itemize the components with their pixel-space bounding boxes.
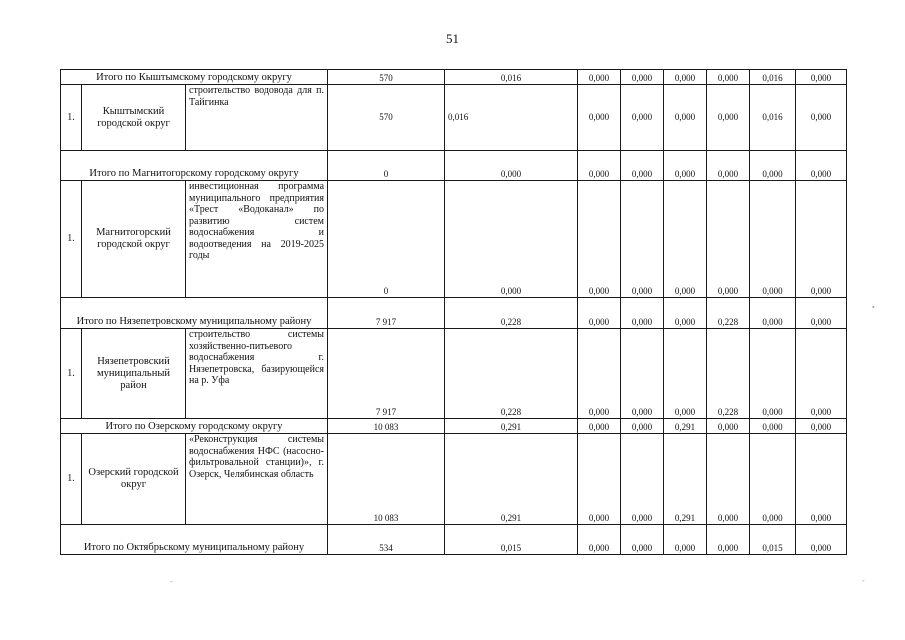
value-cell: 0,000 [621, 329, 664, 419]
value-cell: 0,000 [796, 181, 847, 298]
value-cell: 0,000 [750, 329, 796, 419]
value-cell: 10 083 [328, 419, 445, 434]
scan-speck: - [170, 577, 173, 586]
value-cell: 570 [328, 70, 445, 85]
value-cell: 10 083 [328, 434, 445, 525]
value-cell: 0,000 [750, 298, 796, 329]
value-cell: 0,291 [664, 434, 707, 525]
value-cell: 0,000 [445, 181, 578, 298]
table-row-total [61, 70, 847, 85]
table-row-total [61, 298, 847, 329]
scan-speck: • [872, 303, 875, 312]
table-row-item [61, 434, 847, 525]
value-cell: 0,000 [664, 525, 707, 555]
value-cell: 0,000 [796, 419, 847, 434]
value-cell: 0,000 [578, 85, 621, 151]
value-cell: 0,228 [445, 298, 578, 329]
investment-table [60, 69, 847, 555]
value-cell: 7 917 [328, 329, 445, 419]
scan-speck: - [862, 576, 865, 585]
region-name: Магнитогорский городской округ [82, 181, 186, 298]
table-row-item [61, 181, 847, 298]
table-row-total [61, 151, 847, 181]
row-index: 1. [61, 181, 82, 298]
value-cell: 0,000 [664, 298, 707, 329]
total-label: Итого по Нязепетровскому муниципальному району [61, 298, 328, 329]
value-cell: 0,000 [707, 85, 750, 151]
value-cell: 0,000 [796, 85, 847, 151]
value-cell: 0,000 [621, 298, 664, 329]
value-cell: 0,016 [445, 85, 578, 151]
value-cell: 0,000 [796, 298, 847, 329]
value-cell: 0,000 [664, 329, 707, 419]
value-cell: 0,228 [707, 329, 750, 419]
value-cell: 570 [328, 85, 445, 151]
value-cell: 0,000 [621, 70, 664, 85]
value-cell: 0,000 [750, 434, 796, 525]
value-cell: 0,016 [750, 70, 796, 85]
value-cell: 0,000 [578, 181, 621, 298]
value-cell: 0,000 [578, 434, 621, 525]
value-cell: 0,000 [707, 434, 750, 525]
value-cell: 0,000 [796, 434, 847, 525]
value-cell: 0,291 [445, 434, 578, 525]
value-cell: 0,000 [796, 329, 847, 419]
region-name: Кыштымский городской округ [82, 85, 186, 151]
value-cell: 0,000 [578, 329, 621, 419]
value-cell: 0,000 [664, 181, 707, 298]
value-cell: 0,000 [621, 419, 664, 434]
page-number: 51 [446, 31, 459, 46]
value-cell: 0,000 [664, 151, 707, 181]
value-cell: 0,016 [750, 85, 796, 151]
total-label: Итого по Магнитогорскому городскому округу [61, 151, 328, 181]
value-cell: 0,000 [578, 419, 621, 434]
row-index: 1. [61, 329, 82, 419]
value-cell: 0,000 [621, 181, 664, 298]
value-cell: 0,000 [750, 181, 796, 298]
value-cell: 0,000 [621, 151, 664, 181]
value-cell: 0,291 [445, 419, 578, 434]
value-cell: 0,015 [750, 525, 796, 555]
value-cell: 0,000 [707, 181, 750, 298]
row-index: 1. [61, 85, 82, 151]
value-cell: 0,000 [621, 434, 664, 525]
value-cell: 0,000 [707, 70, 750, 85]
value-cell: 0,000 [578, 70, 621, 85]
value-cell: 0,000 [578, 298, 621, 329]
value-cell: 0,291 [664, 419, 707, 434]
value-cell: 534 [328, 525, 445, 555]
value-cell: 0,000 [664, 70, 707, 85]
value-cell: 0,000 [621, 525, 664, 555]
region-name: Озерский городской округ [82, 434, 186, 525]
value-cell: 0 [328, 151, 445, 181]
project-description: строительство системы хозяйственно-питьевого водоснабжения г. Нязепетровска, базирующейся на р. Уфа [186, 329, 328, 419]
table-row-item [61, 329, 847, 419]
project-description: инвестиционная программа муниципального предприятия «Трест «Водоканал» по развитию систем водоснабжения и водоотведения на 2019-2025 годы [186, 181, 328, 298]
value-cell: 0,000 [707, 419, 750, 434]
value-cell: 0,016 [445, 70, 578, 85]
table-row-item [61, 85, 847, 151]
total-label: Итого по Кыштымскому городскому округу [61, 70, 328, 85]
value-cell: 0,228 [707, 298, 750, 329]
value-cell: 0,000 [578, 151, 621, 181]
value-cell: 0,000 [796, 525, 847, 555]
value-cell: 0,000 [664, 85, 707, 151]
value-cell: 0,000 [796, 70, 847, 85]
value-cell: 0,000 [578, 525, 621, 555]
value-cell: 0,000 [445, 151, 578, 181]
value-cell: 0,015 [445, 525, 578, 555]
table-row-total [61, 525, 847, 555]
project-description: «Реконструкция системы водоснабжения НФС (насосно-фильтровальной станции)», г. Озерск, Челябинская область [186, 434, 328, 525]
total-label: Итого по Октябрьскому муниципальному району [61, 525, 328, 555]
value-cell: 0,000 [707, 525, 750, 555]
row-index: 1. [61, 434, 82, 525]
value-cell: 0,000 [621, 85, 664, 151]
value-cell: 0,000 [707, 151, 750, 181]
total-label: Итого по Озерскому городскому округу [61, 419, 328, 434]
value-cell: 0,228 [445, 329, 578, 419]
value-cell: 0,000 [750, 151, 796, 181]
table-row-total [61, 419, 847, 434]
value-cell: 0 [328, 181, 445, 298]
project-description: строительство водовода для п. Тайгинка [186, 85, 328, 151]
value-cell: 0,000 [750, 419, 796, 434]
region-name: Нязепетровский муниципальный район [82, 329, 186, 419]
value-cell: 7 917 [328, 298, 445, 329]
value-cell: 0,000 [796, 151, 847, 181]
